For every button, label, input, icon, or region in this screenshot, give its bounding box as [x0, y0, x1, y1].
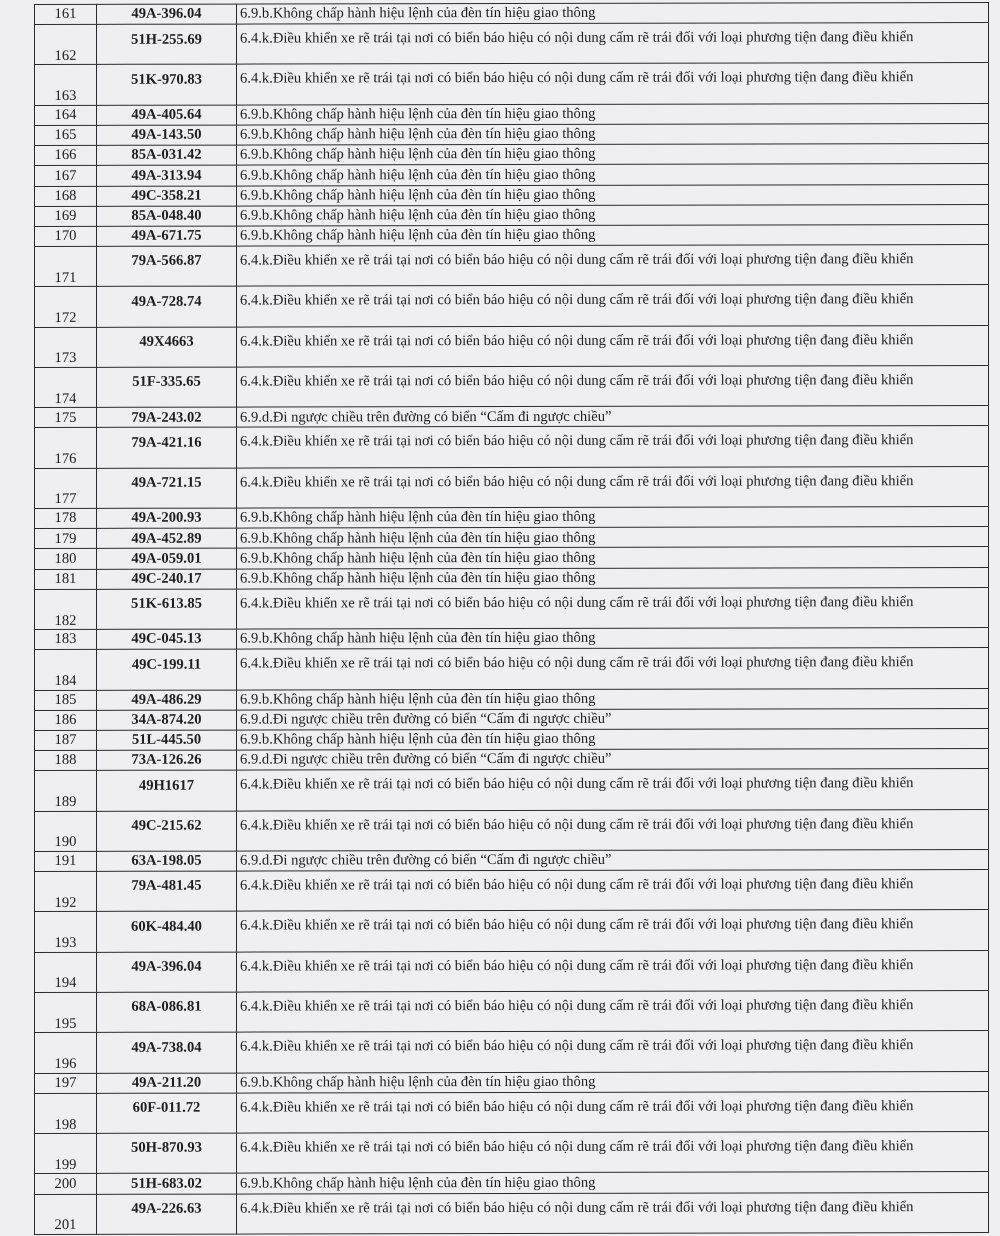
violation-description-cell: 6.9.d.Đi ngược chiều trên đường có biển “Cấm đi ngược chiều”: [237, 708, 989, 730]
table-row: [35, 849, 989, 871]
violation-description-cell: 6.9.b.Không chấp hành hiệu lệnh của đèn tín hiệu giao thông: [237, 224, 989, 246]
row-number-cell: 161: [35, 4, 97, 24]
table-row: [35, 325, 989, 367]
table-row: [35, 769, 989, 811]
table-row: [35, 3, 989, 25]
row-number-cell: 181: [35, 569, 97, 589]
row-number-cell: 180: [35, 549, 97, 569]
row-number-cell: 196: [35, 1033, 97, 1073]
violation-description-cell: 6.9.b.Không chấp hành hiệu lệnh của đèn tín hiệu giao thông: [237, 507, 989, 529]
row-number-cell: 176: [35, 428, 97, 468]
license-plate-cell: 51F-335.65: [97, 367, 237, 408]
row-number-cell: 191: [35, 851, 97, 871]
row-number-cell: 164: [35, 105, 97, 125]
violation-description-cell: 6.4.k.Điều khiển xe rẽ trái tại nơi có biển báo hiệu có nội dung cấm rẽ trái đối với loại phương tiện đang điều khiển: [237, 1091, 989, 1133]
table-row: [35, 870, 989, 912]
violation-description-cell: 6.4.k.Điều khiển xe rẽ trái tại nơi có biển báo hiệu có nội dung cấm rẽ trái đối với loại phương tiện đang điều khiển: [237, 648, 989, 690]
violation-description-cell: 6.9.b.Không chấp hành hiệu lệnh của đèn tín hiệu giao thông: [237, 164, 989, 186]
row-number-cell: 194: [35, 952, 97, 992]
license-plate-cell: 51L-445.50: [97, 730, 237, 750]
license-plate-cell: 49A-721.15: [97, 468, 237, 509]
row-number-cell: 190: [35, 811, 97, 851]
table-row: [35, 245, 989, 287]
table-row: [35, 728, 989, 750]
license-plate-cell: 49A-396.04: [97, 952, 237, 993]
violation-description-cell: 6.4.k.Điều khiển xe rẽ trái tại nơi có biển báo hiệu có nội dung cấm rẽ trái đối với loại phương tiện đang điều khiển: [237, 365, 989, 407]
table-row: [35, 1192, 989, 1234]
row-number-cell: 171: [35, 246, 97, 286]
row-number-cell: 169: [35, 206, 97, 226]
row-number-cell: 187: [35, 730, 97, 750]
table-row: [35, 406, 989, 428]
license-plate-cell: 68A-086.81: [97, 992, 237, 1033]
row-number-cell: 189: [35, 771, 97, 811]
violation-description-cell: 6.4.k.Điều khiển xe rẽ trái tại nơi có biển báo hiệu có nội dung cấm rẽ trái đối với loại phương tiện đang điều khiển: [237, 325, 989, 367]
violation-description-cell: 6.4.k.Điều khiển xe rẽ trái tại nơi có biển báo hiệu có nội dung cấm rẽ trái đối với loại phương tiện đang điều khiển: [237, 23, 989, 65]
row-number-cell: 163: [35, 65, 97, 105]
violation-description-cell: 6.9.b.Không chấp hành hiệu lệnh của đèn tín hiệu giao thông: [237, 184, 989, 206]
license-plate-cell: 85A-031.42: [97, 145, 237, 165]
table-row: [35, 426, 989, 468]
license-plate-cell: 51K-970.83: [97, 65, 237, 106]
license-plate-cell: 49C-358.21: [97, 186, 237, 206]
row-number-cell: 167: [35, 166, 97, 186]
license-plate-cell: 79A-421.16: [97, 428, 237, 469]
row-number-cell: 183: [35, 629, 97, 649]
table-row: [35, 991, 989, 1033]
license-plate-cell: 49C-045.13: [97, 629, 237, 649]
license-plate-cell: 49A-396.04: [97, 4, 237, 24]
violation-description-cell: 6.4.k.Điều khiển xe rẽ trái tại nơi có biển báo hiệu có nội dung cấm rẽ trái đối với loại phương tiện đang điều khiển: [237, 1132, 989, 1174]
license-plate-cell: 79A-481.45: [97, 871, 237, 912]
license-plate-cell: 79A-243.02: [97, 407, 237, 427]
violation-description-cell: 6.4.k.Điều khiển xe rẽ trái tại nơi có biển báo hiệu có nội dung cấm rẽ trái đối với loại phương tiện đang điều khiển: [237, 910, 989, 952]
violation-description-cell: 6.9.b.Không chấp hành hiệu lệnh của đèn tín hiệu giao thông: [237, 567, 989, 589]
license-plate-cell: 50H-870.93: [97, 1133, 237, 1174]
violation-description-cell: 6.4.k.Điều khiển xe rẽ trái tại nơi có biển báo hiệu có nội dung cấm rẽ trái đối với loại phương tiện đang điều khiển: [237, 809, 989, 851]
row-number-cell: 193: [35, 912, 97, 952]
row-number-cell: 185: [35, 690, 97, 710]
table-row: [35, 1031, 989, 1073]
license-plate-cell: 34A-874.20: [97, 710, 237, 730]
violation-description-cell: 6.9.b.Không chấp hành hiệu lệnh của đèn tín hiệu giao thông: [237, 123, 989, 145]
table-row: [35, 507, 989, 529]
table-row: [35, 103, 989, 125]
violation-description-cell: 6.9.b.Không chấp hành hiệu lệnh của đèn tín hiệu giao thông: [237, 204, 989, 226]
table-row: [35, 184, 989, 206]
row-number-cell: 201: [35, 1194, 97, 1234]
table-row: [35, 164, 989, 186]
violation-description-cell: 6.4.k.Điều khiển xe rẽ trái tại nơi có biển báo hiệu có nội dung cấm rẽ trái đối với loại phương tiện đang điều khiển: [237, 1031, 989, 1073]
row-number-cell: 178: [35, 508, 97, 528]
violation-description-cell: 6.4.k.Điều khiển xe rẽ trái tại nơi có biển báo hiệu có nội dung cấm rẽ trái đối với loại phương tiện đang điều khiển: [237, 1192, 989, 1234]
table-row: [35, 628, 989, 650]
table-row: [35, 224, 989, 246]
violation-description-cell: 6.9.b.Không chấp hành hiệu lệnh của đèn tín hiệu giao thông: [237, 1071, 989, 1093]
table-row: [35, 1071, 989, 1093]
row-number-cell: 192: [35, 871, 97, 911]
violation-description-cell: 6.4.k.Điều khiển xe rẽ trái tại nơi có biển báo hiệu có nội dung cấm rẽ trái đối với loại phương tiện đang điều khiển: [237, 587, 989, 629]
violation-description-cell: 6.9.b.Không chấp hành hiệu lệnh của đèn tín hiệu giao thông: [237, 1172, 989, 1194]
table-row: [35, 547, 989, 569]
table-row: [35, 1172, 989, 1194]
license-plate-cell: 49C-215.62: [97, 811, 237, 852]
violation-description-cell: 6.9.b.Không chấp hành hiệu lệnh của đèn tín hiệu giao thông: [237, 103, 989, 125]
license-plate-cell: 49A-452.89: [97, 528, 237, 548]
table-row: [35, 648, 989, 690]
violation-description-cell: 6.9.b.Không chấp hành hiệu lệnh của đèn tín hiệu giao thông: [237, 3, 989, 25]
table-row: [35, 144, 989, 166]
table-row: [35, 527, 989, 549]
table-row: [35, 708, 989, 730]
license-plate-cell: 49A-211.20: [97, 1073, 237, 1093]
table-row: [35, 1132, 989, 1174]
row-number-cell: 174: [35, 367, 97, 407]
license-plate-cell: 49A-671.75: [97, 226, 237, 246]
license-plate-cell: 49C-199.11: [97, 649, 237, 690]
violation-description-cell: 6.9.b.Không chấp hành hiệu lệnh của đèn tín hiệu giao thông: [237, 628, 989, 650]
license-plate-cell: 51K-613.85: [97, 589, 237, 630]
license-plate-cell: 60F-011.72: [97, 1093, 237, 1134]
license-plate-cell: 49A-226.63: [97, 1194, 237, 1235]
row-number-cell: 182: [35, 589, 97, 629]
table-row: [35, 365, 989, 407]
license-plate-cell: 49A-059.01: [97, 549, 237, 569]
license-plate-cell: 49X4663: [97, 327, 237, 368]
table-row: [35, 950, 989, 992]
row-number-cell: 175: [35, 408, 97, 428]
license-plate-cell: 49C-240.17: [97, 569, 237, 589]
violation-description-cell: 6.9.b.Không chấp hành hiệu lệnh của đèn tín hiệu giao thông: [237, 728, 989, 750]
row-number-cell: 199: [35, 1133, 97, 1173]
table-row: [35, 749, 989, 771]
license-plate-cell: 63A-198.05: [97, 851, 237, 871]
table-row: [35, 809, 989, 851]
license-plate-cell: 73A-126.26: [97, 750, 237, 770]
table-row: [35, 23, 989, 65]
violations-table: [34, 2, 989, 1235]
table-row: [35, 285, 989, 327]
violation-description-cell: 6.9.d.Đi ngược chiều trên đường có biển “Cấm đi ngược chiều”: [237, 406, 989, 428]
violation-description-cell: 6.9.b.Không chấp hành hiệu lệnh của đèn tín hiệu giao thông: [237, 144, 989, 166]
violation-description-cell: 6.9.b.Không chấp hành hiệu lệnh của đèn tín hiệu giao thông: [237, 547, 989, 569]
row-number-cell: 170: [35, 226, 97, 246]
row-number-cell: 168: [35, 186, 97, 206]
license-plate-cell: 49H1617: [97, 770, 237, 811]
violation-description-cell: 6.4.k.Điều khiển xe rẽ trái tại nơi có biển báo hiệu có nội dung cấm rẽ trái đối với loại phương tiện đang điều khiển: [237, 426, 989, 468]
license-plate-cell: 79A-566.87: [97, 246, 237, 287]
license-plate-cell: 51H-683.02: [97, 1173, 237, 1193]
violation-description-cell: 6.4.k.Điều khiển xe rẽ trái tại nơi có biển báo hiệu có nội dung cấm rẽ trái đối với loại phương tiện đang điều khiển: [237, 991, 989, 1033]
row-number-cell: 172: [35, 287, 97, 327]
violation-description-cell: 6.9.d.Đi ngược chiều trên đường có biển “Cấm đi ngược chiều”: [237, 749, 989, 771]
violation-description-cell: 6.4.k.Điều khiển xe rẽ trái tại nơi có biển báo hiệu có nội dung cấm rẽ trái đối với loại phương tiện đang điều khiển: [237, 870, 989, 912]
row-number-cell: 188: [35, 751, 97, 771]
row-number-cell: 195: [35, 992, 97, 1032]
license-plate-cell: 49A-313.94: [97, 165, 237, 185]
violation-description-cell: 6.4.k.Điều khiển xe rẽ trái tại nơi có biển báo hiệu có nội dung cấm rẽ trái đối với loại phương tiện đang điều khiển: [237, 63, 989, 105]
table-row: [35, 688, 989, 710]
row-number-cell: 179: [35, 529, 97, 549]
license-plate-cell: 49A-728.74: [97, 286, 237, 327]
license-plate-cell: 51H-255.69: [97, 24, 237, 65]
table-row: [35, 910, 989, 952]
license-plate-cell: 49A-486.29: [97, 690, 237, 710]
violation-description-cell: 6.9.b.Không chấp hành hiệu lệnh của đèn tín hiệu giao thông: [237, 527, 989, 549]
license-plate-cell: 49A-143.50: [97, 125, 237, 145]
violation-description-cell: 6.4.k.Điều khiển xe rẽ trái tại nơi có biển báo hiệu có nội dung cấm rẽ trái đối với loại phương tiện đang điều khiển: [237, 245, 989, 287]
violation-description-cell: 6.4.k.Điều khiển xe rẽ trái tại nơi có biển báo hiệu có nội dung cấm rẽ trái đối với loại phương tiện đang điều khiển: [237, 285, 989, 327]
row-number-cell: 197: [35, 1073, 97, 1093]
row-number-cell: 200: [35, 1174, 97, 1194]
table-row: [35, 63, 989, 105]
license-plate-cell: 60K-484.40: [97, 911, 237, 952]
row-number-cell: 177: [35, 468, 97, 508]
license-plate-cell: 49A-200.93: [97, 508, 237, 528]
table-row: [35, 123, 989, 145]
table-row: [35, 567, 989, 589]
license-plate-cell: 85A-048.40: [97, 206, 237, 226]
violation-description-cell: 6.4.k.Điều khiển xe rẽ trái tại nơi có biển báo hiệu có nội dung cấm rẽ trái đối với loại phương tiện đang điều khiển: [237, 466, 989, 508]
row-number-cell: 198: [35, 1093, 97, 1133]
table-row: [35, 466, 989, 508]
row-number-cell: 166: [35, 146, 97, 166]
row-number-cell: 162: [35, 25, 97, 65]
table-row: [35, 1091, 989, 1133]
license-plate-cell: 49A-738.04: [97, 1032, 237, 1073]
violations-table-body: [35, 3, 989, 1235]
row-number-cell: 165: [35, 125, 97, 145]
violation-description-cell: 6.4.k.Điều khiển xe rẽ trái tại nơi có biển báo hiệu có nội dung cấm rẽ trái đối với loại phương tiện đang điều khiển: [237, 769, 989, 811]
violation-description-cell: 6.9.b.Không chấp hành hiệu lệnh của đèn tín hiệu giao thông: [237, 688, 989, 710]
table-row: [35, 204, 989, 226]
violation-description-cell: 6.9.d.Đi ngược chiều trên đường có biển “Cấm đi ngược chiều”: [237, 849, 989, 871]
row-number-cell: 173: [35, 327, 97, 367]
table-row: [35, 587, 989, 629]
row-number-cell: 184: [35, 650, 97, 690]
violation-description-cell: 6.4.k.Điều khiển xe rẽ trái tại nơi có biển báo hiệu có nội dung cấm rẽ trái đối với loại phương tiện đang điều khiển: [237, 950, 989, 992]
license-plate-cell: 49A-405.64: [97, 105, 237, 125]
row-number-cell: 186: [35, 710, 97, 730]
